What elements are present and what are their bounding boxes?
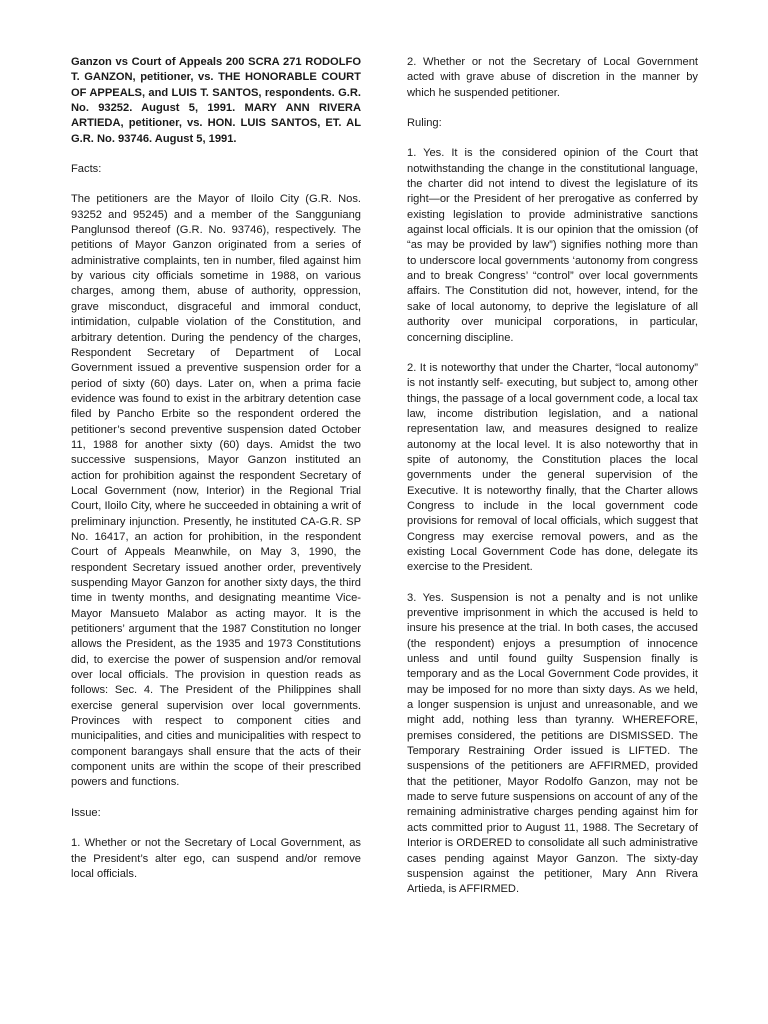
case-header: Ganzon vs Court of Appeals 200 SCRA 271 RODOLFO T. GANZON, petitioner, vs. THE HONORABLE COURT OF APPEALS, and LUIS T. SANTOS, respondents. G.R. No. 93252. August 5, 1991. MARY ANN RIVERA ARTIEDA, petitioner, vs. HON. LUIS SANTOS, ET. AL G.R. No. 93746. August 5, 1991. xyxy=(71,56,361,145)
issue-heading: Issue: xyxy=(71,806,101,819)
facts-body: The petitioners are the Mayor of Iloilo City (G.R. Nos. 93252 and 95245) and a member of the Sangguniang Panglunsod thereof (G.R. No. 93746), respectively. The petitions of Mayor Ganzon originated from a series of administrative complaints, ten in number, filed against him by various city officials sometime in 1988, on various charges, among them, abuse of authority, oppression, grave misconduct, disgraceful and immoral conduct, intimidation, culpable violation of the Constitution, and arbitrary detention. During the pendency of the charges, Respondent Secretary of Department of Local Government issued a preventive suspension order for a period of sixty (60) days. Later on, when a prima facie evidence was found to exist in the arbitrary detention case filed by Pancho Erbite so the respondent ordered the petitioner’s second preventive suspension dated October 11, 1988 for another sixty (60) days. Amidst the two successive suspensions, Mayor Ganzon instituted an action for prohibition against the respondent Secretary of Local Government (now, Interior) in the Regional Trial Court, Iloilo City, where he succeeded in obtaining a writ of preliminary injunction. Presently, he instituted CA-G.R. SP No. 16417, an action for prohibition, in the respondent Court of Appeals Meanwhile, on May 3, 1990, the respondent Secretary issued another order, preventively suspending Mayor Ganzon for another sixty days, the third time in twenty months, and designating meantime Vice-Mayor Mansueto Malabor as acting mayor. It is the petitioners’ argument that the 1987 Constitution no longer allows the President, as the 1935 and 1973 Constitutions did, to exercise the power of suspension and/or removal over local officials. The provision in question reads as follows: Sec. 4. The President of the Philippines shall exercise general supervision over local governments. Provinces with respect to component cities and municipalities, and cities and municipalities with respect to component barangays shall ensure that the acts of their component units are within the scope of their prescribed powers and functions. xyxy=(71,193,361,789)
ruling-1: 1. Yes. It is the considered opinion of the Court that notwithstanding the change in the constitutional language, the charter did not intend to divest the legislature of its right—or the President of her prerogative as conferred by existing legislation to provide administrative sanctions against local officials. It is our opinion that the omission (of “as may be provided by law”) signifies nothing more than to underscore local governments ‘autonomy from congress and to break Congress’ “control” over local governments affairs. The Constitution did not, however, intend, for the sake of local autonomy, to deprive the legislature of all authority over municipal corporations, in particular, concerning discipline. xyxy=(407,147,698,344)
ruling-3: 3. Yes. Suspension is not a penalty and is not unlike preventive imprisonment in which the accused is held to insure his presence at the trial. In both cases, the accused (the respondent) enjoys a presumption of innocence unless and until found guilty Suspension finally is temporary and as the Local Government Code provides, it may be imposed for no more than sixty days. As we held, a longer suspension is unjust and unreasonable, and we might add, nothing less than tyranny. WHEREFORE, premises considered, the petitions are DISMISSED. The Temporary Restraining Order issued is LIFTED. The suspensions of the petitioners are AFFIRMED, provided that the petitioner, Mayor Rodolfo Ganzon, may not be made to serve future suspensions on account of any of the remaining administrative charges pending against him for acts committed prior to August 11, 1988. The Secretary of Interior is ORDERED to consolidate all such administrative cases pending against Mayor Ganzon. The sixty-day suspension against the petitioner, Mary Ann Rivera Artieda, is AFFIRMED. xyxy=(407,591,698,896)
ruling-heading: Ruling: xyxy=(407,117,442,130)
right-column xyxy=(407,55,698,913)
left-column xyxy=(71,55,361,897)
issue-1: 1. Whether or not the Secretary of Local Government, as the President’s alter ego, can suspend and/or remove local officials. xyxy=(71,837,361,880)
issue-2: 2. Whether or not the Secretary of Local Government acted with grave abuse of discretion in the manner by which he suspended petitioner. xyxy=(407,56,698,99)
ruling-2: 2. It is noteworthy that under the Charter, “local autonomy” is not instantly self- executing, but subject to, among other things, the passage of a local government code, a local tax law, income distribution legislation, and a national representation law, and measures designed to realize autonomy at the local level. It is also noteworthy that in spite of autonomy, the Constitution places the local governments under the general supervision of the Executive. It is noteworthy finally, that the Charter allows Congress to include in the local government code provisions for removal of local officials, which suggest that Congress may exercise removal powers, and as the existing Local Government Code has done, delegate its exercise to the President. xyxy=(407,361,698,574)
facts-heading: Facts: xyxy=(71,163,102,176)
